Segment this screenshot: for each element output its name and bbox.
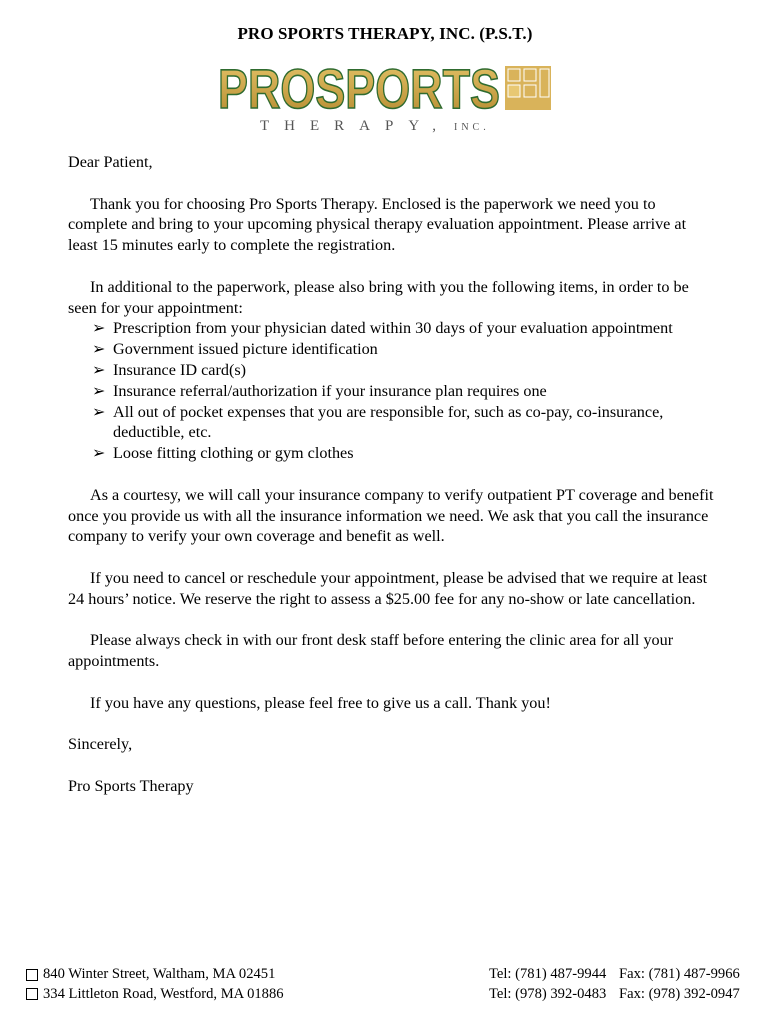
list-item: ➢ Insurance ID card(s) <box>92 360 247 379</box>
arrow-bullet-icon: ➢ <box>92 444 106 463</box>
paragraph-questions: If you have any questions, please feel free to give us a call. Thank you! <box>90 693 551 712</box>
footer-addresses <box>26 965 284 1004</box>
contact-waltham <box>489 965 740 985</box>
paragraph-insurance: As a courtesy, we will call your insurance company to verify outpatient PT coverage and benefit once you provide us with all the insurance information we need. We ask that you call the insurance company to verify your own coverage and benefit as well. <box>68 485 714 546</box>
prosports-logo <box>210 50 560 140</box>
paragraph-items-intro: In additional to the paperwork, please also bring with you the following items, in order to be seen for your appointment: <box>68 277 689 317</box>
signature: Pro Sports Therapy <box>68 776 194 795</box>
address-waltham: 840 Winter Street, Waltham, MA 02451 <box>26 965 284 985</box>
phone-number: Tel: (978) 392-0483 <box>489 985 607 1002</box>
contact-westford <box>489 985 740 1005</box>
required-items-list <box>68 318 718 464</box>
arrow-bullet-icon: ➢ <box>92 402 106 421</box>
checkbox-square-icon <box>26 988 38 1000</box>
arrow-bullet-icon: ➢ <box>92 319 106 338</box>
list-item: ➢ Insurance referral/authorization if your insurance plan requires one <box>92 381 547 400</box>
paragraph-cancellation: If you need to cancel or reschedule your appointment, please be advised that we require at least 24 hours’ notice. We reserve the right to assess a $25.00 fee for any no-show or late cancellation. <box>68 568 708 608</box>
list-item: ➢ Prescription from your physician dated within 30 days of your evaluation appointment <box>92 319 673 338</box>
fax-number: Fax: (781) 487-9966 <box>619 966 740 982</box>
fax-number: Fax: (978) 392-0947 <box>619 985 740 1002</box>
svg-text:THERAPY,: THERAPY, <box>260 118 451 134</box>
letter-body <box>68 152 718 797</box>
salutation: Dear Patient, <box>68 153 153 171</box>
paragraph-welcome: Thank you for choosing Pro Sports Therapy. Enclosed is the paperwork we need you to complete and bring to your upcoming physical therapy evaluation appointment. Please arrive at least 15 minutes early to complete the registration. <box>68 194 687 255</box>
company-heading: PRO SPORTS THERAPY, INC. (P.S.T.) <box>237 24 533 43</box>
svg-text:PROSPORTS: PROSPORTS <box>218 57 500 120</box>
address-westford: 334 Littleton Road, Westford, MA 01886 <box>26 985 284 1005</box>
phone-number: Tel: (781) 487-9944 <box>489 966 607 982</box>
footer-contacts <box>489 965 740 1004</box>
list-item: ➢ Loose fitting clothing or gym clothes <box>92 444 354 463</box>
svg-text:INC.: INC. <box>454 122 490 133</box>
closing: Sincerely, <box>68 735 133 754</box>
checkbox-square-icon <box>26 969 38 981</box>
logo-court-emblem <box>505 66 551 110</box>
paragraph-check-in: Please always check in with our front desk staff before entering the clinic area for all your appointments. <box>68 631 674 671</box>
list-item: ➢ All out of pocket expenses that you are responsible for, such as co-pay, co-insurance, deductible, etc. <box>92 402 664 442</box>
arrow-bullet-icon: ➢ <box>92 360 106 379</box>
arrow-bullet-icon: ➢ <box>92 340 106 359</box>
arrow-bullet-icon: ➢ <box>92 381 106 400</box>
list-item: ➢ Government issued picture identification <box>92 340 378 359</box>
